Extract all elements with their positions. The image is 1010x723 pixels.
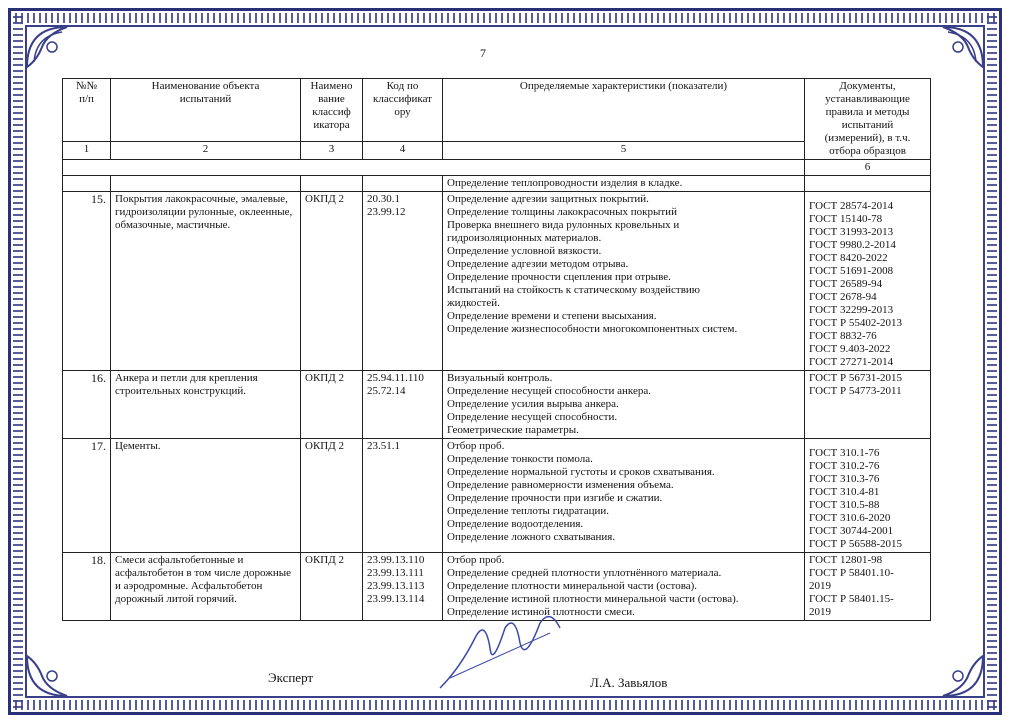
list-line: Определение адгезии методом отрыва. <box>447 258 629 270</box>
header-classifier: Наимено вание классиф икатора <box>301 79 363 142</box>
carry-over-text: Определение теплопроводности изделия в кладке. <box>443 176 805 192</box>
expert-label: Эксперт <box>268 670 314 685</box>
col-number: 3 <box>301 141 363 159</box>
list-line: Определение плотности минеральной части (остова). <box>447 580 698 592</box>
list-line: Определение нормальной густоты и сроков схватывания. <box>447 466 715 478</box>
list-line: ГОСТ Р 54773-2011 <box>809 385 902 397</box>
test-object: Анкера и петли для крепления строительных конструкций. <box>111 371 301 439</box>
frame-ornament-left <box>13 15 23 708</box>
list-line: гидроизоляционных материалов. <box>447 232 602 244</box>
test-object: Смеси асфальтобетонные и асфальтобетон в том числе дорожные и аэродромные. Асфальтобетон дорожный литой горячий. <box>111 553 301 621</box>
codes <box>363 192 443 371</box>
row-number: 17. <box>63 439 111 553</box>
list-line: 25.94.11.110 <box>367 372 424 384</box>
list-line: Определение равномерности изменения объема. <box>447 479 674 491</box>
expert-name: Л.А. Завьялов <box>590 675 668 690</box>
list-line: ГОСТ 15140-78 <box>809 213 883 225</box>
corner-ornament-top-right <box>898 22 988 72</box>
list-line: ГОСТ 27271-2014 <box>809 356 894 368</box>
classifier: ОКПД 2 <box>301 192 363 371</box>
list-line: ГОСТ Р 56588-2015 <box>809 538 903 550</box>
classifier: ОКПД 2 <box>301 553 363 621</box>
list-line: Определение средней плотности уплотнённого материала. <box>447 567 722 579</box>
list-line: 23.99.12 <box>367 206 406 218</box>
list-line: Определение жизнеспособности многокомпонентных систем. <box>447 323 738 335</box>
list-line: Определение усилия вырыва анкера. <box>447 398 619 410</box>
list-line: ГОСТ 310.3-76 <box>809 473 880 485</box>
list-line: 23.99.13.113 <box>367 580 425 592</box>
list-line: Определение несущей способности. <box>447 411 618 423</box>
codes <box>363 371 443 439</box>
list-line: Определение прочности при изгибе и сжатии. <box>447 492 663 504</box>
codes <box>363 439 443 553</box>
test-object: Покрытия лакокрасочные, эмалевые, гидроизоляции рулонные, оклеенные, обмазочные, мастичные. <box>111 192 301 371</box>
list-line: Определение ложного схватывания. <box>447 531 616 543</box>
row-number: 16. <box>63 371 111 439</box>
accreditation-table <box>62 78 931 621</box>
list-line: 25.72.14 <box>367 385 406 397</box>
list-line: ГОСТ 12801-98 <box>809 554 883 566</box>
characteristics <box>443 439 805 553</box>
list-line: Отбор проб. <box>447 440 505 452</box>
column-number-row <box>63 141 931 159</box>
documents <box>805 192 931 371</box>
list-line: ГОСТ 310.5-88 <box>809 499 880 511</box>
list-line: Проверка внешнего вида рулонных кровельных и <box>447 219 680 231</box>
list-line: Отбор проб. <box>447 554 505 566</box>
list-line: 23.99.13.111 <box>367 567 424 579</box>
list-line: 2019 <box>809 606 831 618</box>
page-number: 7 <box>480 46 486 60</box>
column-number-row-6 <box>63 160 931 176</box>
col-number: 4 <box>363 141 443 159</box>
list-line: 2019 <box>809 580 831 592</box>
list-line: ГОСТ 310.2-76 <box>809 460 880 472</box>
list-line: Определение водоотделения. <box>447 518 584 530</box>
list-line: Определение прочности сцепления при отрыве. <box>447 271 671 283</box>
list-line: Определение истиной плотности минеральной части (остова). <box>447 593 739 605</box>
list-line: ГОСТ 9.403-2022 <box>809 343 891 355</box>
classifier: ОКПД 2 <box>301 439 363 553</box>
corner-ornament-top-left <box>22 22 112 72</box>
list-line: Испытаний на стойкость к статическому воздействию <box>447 284 700 296</box>
list-line: ГОСТ Р 58401.10- <box>809 567 894 579</box>
list-line: Определение истиной плотности смеси. <box>447 606 635 618</box>
col-number: 2 <box>111 141 301 159</box>
signature <box>430 608 580 698</box>
list-line: ГОСТ 9980.2-2014 <box>809 239 896 251</box>
header-code: Код по классификат ору <box>363 79 443 142</box>
header-num: №№ п/п <box>63 79 111 142</box>
list-line: Визуальный контроль. <box>447 372 553 384</box>
header-object: Наименование объекта испытаний <box>111 79 301 142</box>
header-documents: Документы, устанавливающие правила и методы испытаний (измерений), в т.ч. отбора образцов <box>805 79 931 160</box>
carry-over-row <box>63 176 931 192</box>
list-line: 23.99.13.110 <box>367 554 425 566</box>
list-line: ГОСТ 310.1-76 <box>809 447 880 459</box>
row-number: 18. <box>63 553 111 621</box>
list-line: Определение адгезии защитных покрытий. <box>447 193 649 205</box>
header-characteristics: Определяемые характеристики (показатели) <box>443 79 805 142</box>
frame-ornament-bottom <box>15 700 995 710</box>
list-line: 20.30.1 <box>367 193 400 205</box>
characteristics <box>443 371 805 439</box>
corner-ornament-bottom-left <box>22 651 112 701</box>
list-line: Определение времени и степени высыхания. <box>447 310 657 322</box>
list-line: ГОСТ 310.6-2020 <box>809 512 891 524</box>
documents <box>805 371 931 439</box>
list-line: ГОСТ 31993-2013 <box>809 226 894 238</box>
list-line: Определение условной вязкости. <box>447 245 602 257</box>
classifier: ОКПД 2 <box>301 371 363 439</box>
list-line: ГОСТ 32299-2013 <box>809 304 894 316</box>
list-line: ГОСТ 28574-2014 <box>809 200 894 212</box>
col-number: 1 <box>63 141 111 159</box>
list-line: ГОСТ 8420-2022 <box>809 252 888 264</box>
list-line: ГОСТ 2678-94 <box>809 291 877 303</box>
col-number: 5 <box>443 141 805 159</box>
list-line: ГОСТ 30744-2001 <box>809 525 894 537</box>
row-number: 15. <box>63 192 111 371</box>
list-line: 23.99.13.114 <box>367 593 425 605</box>
col-number: 6 <box>805 160 931 176</box>
frame-ornament-right <box>987 15 997 708</box>
list-line: ГОСТ 51691-2008 <box>809 265 894 277</box>
list-line: жидкостей. <box>447 297 500 309</box>
list-line: ГОСТ 8832-76 <box>809 330 877 342</box>
table-row <box>63 439 931 553</box>
list-line: Определение несущей способности анкера. <box>447 385 651 397</box>
table-header-row <box>63 79 931 142</box>
list-line: ГОСТ Р 58401.15- <box>809 593 894 605</box>
list-line: Геометрические параметры. <box>447 424 579 436</box>
list-line: Определение теплоты гидратации. <box>447 505 610 517</box>
list-line: 23.51.1 <box>367 440 400 452</box>
list-line: ГОСТ 26589-94 <box>809 278 883 290</box>
list-line: Определение тонкости помола. <box>447 453 593 465</box>
documents <box>805 439 931 553</box>
list-line: ГОСТ 310.4-81 <box>809 486 880 498</box>
documents <box>805 553 931 621</box>
table-row <box>63 192 931 371</box>
table-row <box>63 371 931 439</box>
list-line: ГОСТ Р 55402-2013 <box>809 317 903 329</box>
list-line: Определение толщины лакокрасочных покрытий <box>447 206 677 218</box>
test-object: Цементы. <box>111 439 301 553</box>
list-line: ГОСТ Р 56731-2015 <box>809 372 903 384</box>
frame-ornament-top <box>15 13 995 23</box>
characteristics <box>443 192 805 371</box>
corner-ornament-bottom-right <box>898 651 988 701</box>
